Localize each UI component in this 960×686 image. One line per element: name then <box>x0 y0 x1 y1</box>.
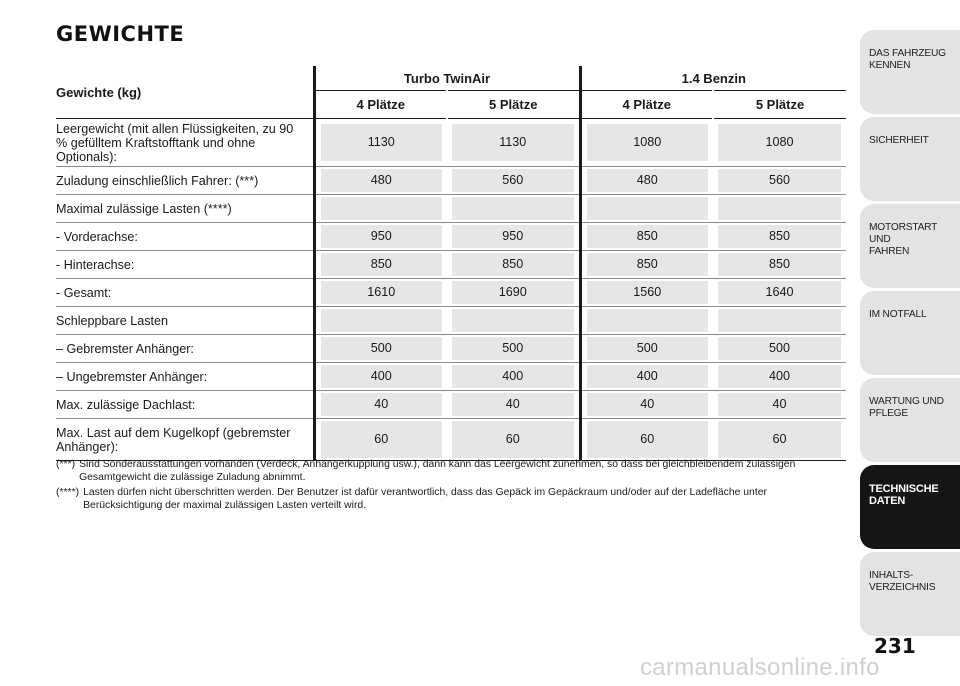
value-cell <box>452 197 574 220</box>
row-label: - Vorderachse: <box>56 222 314 250</box>
value-cell: 950 <box>452 225 574 248</box>
page-number: 231 <box>874 634 916 658</box>
value-cell: 40 <box>321 393 443 416</box>
row-label: Schleppbare Lasten <box>56 306 314 334</box>
table-group-header-row <box>56 66 846 90</box>
value-cell: 850 <box>452 253 574 276</box>
table-row <box>56 278 846 306</box>
value-cell: 1130 <box>452 124 574 161</box>
subheader-benzin-5: 5 Plätze <box>713 90 846 118</box>
value-cell: 1080 <box>587 124 709 161</box>
tab-inhaltsverzeichnis[interactable] <box>860 552 960 636</box>
value-cell: 500 <box>587 337 709 360</box>
value-cell <box>718 309 841 332</box>
footnote-mark: (***) <box>56 459 76 470</box>
table-row <box>56 166 846 194</box>
value-cell: 400 <box>587 365 709 388</box>
footnote-text: Lasten dürfen nicht überschritten werden. Der Benutzer ist dafür verantwortlich, dass das Gepäck im Gepäckraum und/oder auf der Ladefläche unter Berücksichtigung der maximal zulässigen Lasten verteilt wird. <box>83 487 767 511</box>
tab-wartung-und-pflege[interactable] <box>860 378 960 462</box>
value-cell: 1560 <box>587 281 709 304</box>
tab-label: DAS FAHRZEUG KENNEN <box>869 48 946 71</box>
value-cell: 400 <box>718 365 841 388</box>
table-row <box>56 418 846 460</box>
value-cell: 500 <box>452 337 574 360</box>
table-row <box>56 222 846 250</box>
value-cell: 850 <box>587 225 709 248</box>
value-cell <box>587 197 709 220</box>
footnote <box>56 459 816 484</box>
value-cell: 850 <box>321 253 443 276</box>
tab-technische-daten[interactable] <box>860 465 960 549</box>
subheader-turbo-4: 4 Plätze <box>314 90 447 118</box>
row-label: Max. Last auf dem Kugelkopf (gebremster Anhänger): <box>56 418 314 460</box>
value-cell: 480 <box>587 169 709 192</box>
value-cell <box>587 309 709 332</box>
value-cell: 60 <box>452 421 574 458</box>
value-cell <box>718 197 841 220</box>
value-cell: 560 <box>718 169 841 192</box>
value-cell <box>321 197 443 220</box>
value-cell: 500 <box>718 337 841 360</box>
row-label: Leergewicht (mit allen Flüssigkeiten, zu 90 % gefülltem Kraftstofftank und ohne Optionals): <box>56 118 314 166</box>
value-cell: 1080 <box>718 124 841 161</box>
value-cell: 500 <box>321 337 443 360</box>
tab-label: IM NOTFALL <box>869 309 927 320</box>
tab-label: SICHERHEIT <box>869 135 929 146</box>
row-label: Zuladung einschließlich Fahrer: (***) <box>56 166 314 194</box>
row-label: - Gesamt: <box>56 278 314 306</box>
value-cell: 850 <box>718 253 841 276</box>
tab-motorstart-und-fahren[interactable] <box>860 204 960 288</box>
table-row <box>56 362 846 390</box>
value-cell: 850 <box>718 225 841 248</box>
group-header-turbo-twinair: Turbo TwinAir <box>314 66 580 90</box>
table-row <box>56 250 846 278</box>
table-label-header: Gewichte (kg) <box>56 66 314 118</box>
page-title: GEWICHTE <box>56 22 185 46</box>
group-header-1-4-benzin: 1.4 Benzin <box>580 66 846 90</box>
value-cell: 1640 <box>718 281 841 304</box>
table-row <box>56 334 846 362</box>
value-cell: 1690 <box>452 281 574 304</box>
value-cell <box>321 309 443 332</box>
chapter-tabs <box>860 30 960 639</box>
row-label: – Ungebremster Anhänger: <box>56 362 314 390</box>
weights-table <box>56 66 846 461</box>
row-label: Maximal zulässige Lasten (****) <box>56 194 314 222</box>
footnotes <box>56 459 816 515</box>
tab-label: INHALTS- VERZEICHNIS <box>869 570 936 593</box>
value-cell: 60 <box>718 421 841 458</box>
value-cell: 40 <box>718 393 841 416</box>
value-cell: 40 <box>452 393 574 416</box>
watermark: carmanualsonline.info <box>640 654 880 681</box>
row-label: – Gebremster Anhänger: <box>56 334 314 362</box>
tab-im-notfall[interactable] <box>860 291 960 375</box>
value-cell: 480 <box>321 169 443 192</box>
value-cell: 400 <box>321 365 443 388</box>
value-cell: 850 <box>587 253 709 276</box>
tab-label: WARTUNG UND PFLEGE <box>869 396 944 419</box>
subheader-benzin-4: 4 Plätze <box>580 90 713 118</box>
value-cell: 40 <box>587 393 709 416</box>
row-label: Max. zulässige Dachlast: <box>56 390 314 418</box>
value-cell <box>452 309 574 332</box>
table-row <box>56 118 846 166</box>
tab-das-fahrzeug-kennen[interactable] <box>860 30 960 114</box>
table-row <box>56 306 846 334</box>
value-cell: 60 <box>321 421 443 458</box>
tab-label: TECHNISCHE DATEN <box>869 483 939 507</box>
table-row <box>56 194 846 222</box>
footnote <box>56 487 816 512</box>
subheader-turbo-5: 5 Plätze <box>447 90 580 118</box>
tab-sicherheit[interactable] <box>860 117 960 201</box>
tab-label: MOTORSTART UND FAHREN <box>869 222 937 257</box>
footnote-text: Sind Sonderausstattungen vorhanden (Verdeck, Anhängerkupplung usw.), dann kann das Leergewicht zunehmen, so dass bei gleichbleibendem zulässigen Gesamtgewicht die zulässige Zuladung abnimmt. <box>79 459 796 483</box>
table-row <box>56 390 846 418</box>
value-cell: 60 <box>587 421 709 458</box>
value-cell: 1610 <box>321 281 443 304</box>
row-label: - Hinterachse: <box>56 250 314 278</box>
footnote-mark: (****) <box>56 487 80 498</box>
value-cell: 1130 <box>321 124 443 161</box>
value-cell: 560 <box>452 169 574 192</box>
value-cell: 400 <box>452 365 574 388</box>
value-cell: 950 <box>321 225 443 248</box>
